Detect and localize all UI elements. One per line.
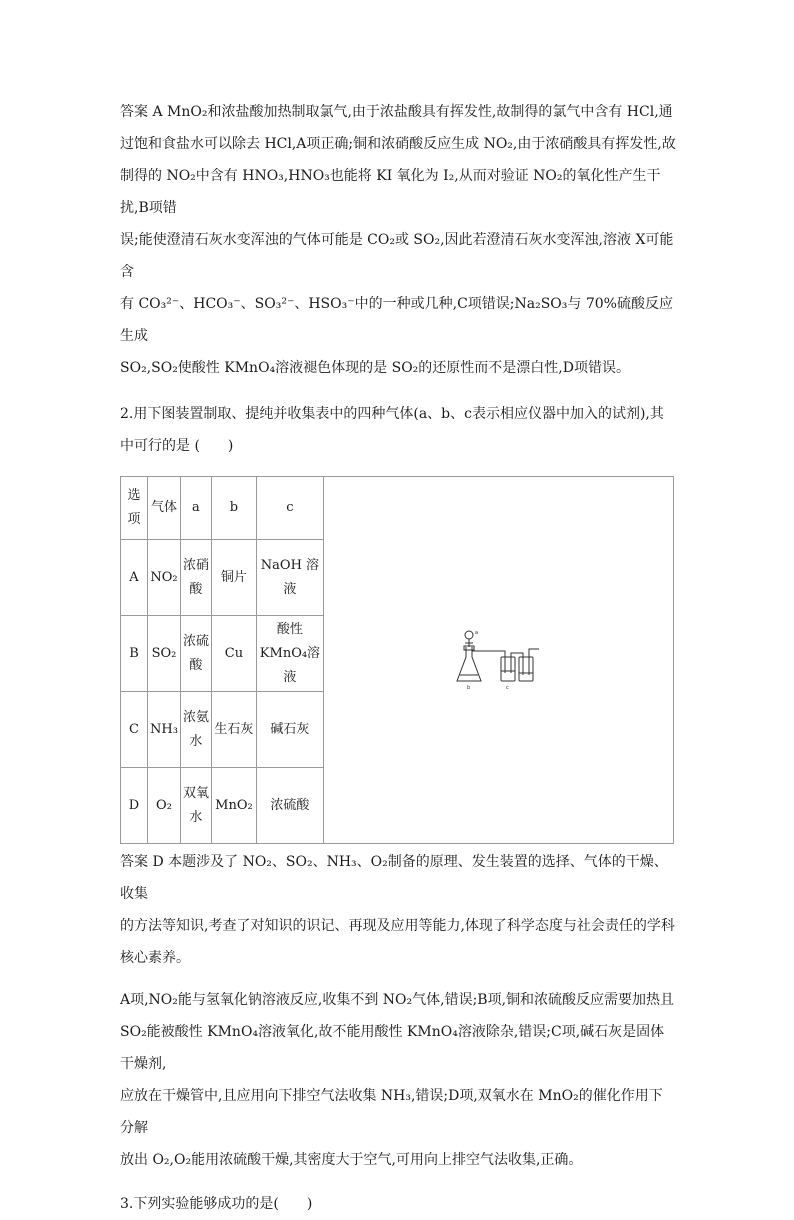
answer-1-line-3: 制得的 NO₂中含有 HNO₃,HNO₃也能将 KI 氧化为 I₂,从而对验证 NO₂的氧化性产生干扰,B项错 [120,168,661,216]
header-b: b [211,477,256,540]
apparatus-diagram [443,625,553,695]
row-c-reagent-c: 碱石灰 [256,692,323,768]
row-a-option: A [121,540,148,616]
header-a: a [180,477,211,540]
row-a-reagent-c: NaOH 溶液 [256,540,323,616]
question-2 [120,398,676,462]
row-c-option: C [121,692,148,768]
explanation-2-line-2: SO₂能被酸性 KMnO₄溶液氧化,故不能用酸性 KMnO₄溶液除杂,错误;C项,碱石灰是固体干燥剂, [120,1024,665,1072]
row-d-option: D [121,768,148,844]
answer-1-line-6: SO₂,SO₂使酸性 KMnO₄溶液褪色体现的是 SO₂的还原性而不是漂白性,D项错误。 [120,360,630,376]
label-b: b [467,685,471,691]
row-d-reagent-a: 双氧水 [180,768,211,844]
document-page [120,96,676,1220]
separatory-funnel [465,631,473,647]
explanation-2 [120,984,676,1176]
header-c: c [256,477,323,540]
header-option: 选项 [121,477,148,540]
question-3-line-1: 3.下列实验能够成功的是( ) [120,1196,313,1212]
wash-bottle [501,657,515,681]
row-a-reagent-b: 铜片 [211,540,256,616]
answer-1-line-4: 误;能使澄清石灰水变浑浊的气体可能是 CO₂或 SO₂,因此若澄清石灰水变浑浊,溶液 X可能含 [120,232,674,280]
explanation-2-line-4: 放出 O₂,O₂能用浓硫酸干燥,其密度大于空气,可用向上排空气法收集,正确。 [120,1152,583,1168]
answer-1-line-1: 答案 A MnO₂和浓盐酸加热制取氯气,由于浓盐酸具有挥发性,故制得的氯气中含有 HCl,通 [120,104,673,120]
row-d-gas: O₂ [148,768,181,844]
row-d-reagent-b: MnO₂ [211,768,256,844]
answer-2-line-1: 答案 D 本题涉及了 NO₂、SO₂、NH₃、O₂制备的原理、发生装置的选择、气体的干燥、收集 [120,854,668,902]
explanation-2-line-3: 应放在干燥管中,且应用向下排空气法收集 NH₃,错误;D项,双氧水在 MnO₂的催化作用下分解 [120,1088,663,1136]
row-a-gas: NO₂ [148,540,181,616]
question-2-line-2: 中可行的是 ( ) [120,438,234,454]
options-table [120,476,674,844]
answer-1-line-5: 有 CO₃²⁻、HCO₃⁻、SO₃²⁻、HSO₃⁻中的一种或几种,C项错误;Na₂SO₃与 70%硫酸反应生成 [120,296,673,344]
header-gas: 气体 [148,477,181,540]
apparatus-diagram-cell [323,477,673,844]
label-c: c [506,685,510,691]
row-d-reagent-c: 浓硫酸 [256,768,323,844]
answer-2-line-3: 核心素养。 [120,950,190,966]
answer-2-line-2: 的方法等知识,考查了对知识的识记、再现及应用等能力,体现了科学态度与社会责任的学科 [120,918,675,934]
question-2-line-1: 2.用下图装置制取、提纯并收集表中的四种气体(a、b、c表示相应仪器中加入的试剂),其 [120,406,664,422]
answer-2 [120,846,676,974]
row-b-reagent-b: Cu [211,616,256,692]
row-b-reagent-c: 酸性 KMnO₄溶液 [256,616,323,692]
row-a-reagent-a: 浓硝酸 [180,540,211,616]
collecting-bottle [519,657,533,681]
answer-1-line-2: 过饱和食盐水可以除去 HCl,A项正确;铜和浓硝酸反应生成 NO₂,由于浓硝酸具有挥发性,故 [120,136,676,152]
row-c-reagent-b: 生石灰 [211,692,256,768]
label-a: a [475,630,479,636]
row-b-option: B [121,616,148,692]
question-3 [120,1188,676,1220]
row-b-reagent-a: 浓硫酸 [180,616,211,692]
row-c-reagent-a: 浓氨水 [180,692,211,768]
table-header-row [121,477,674,540]
row-b-gas: SO₂ [148,616,181,692]
row-c-gas: NH₃ [148,692,181,768]
explanation-2-line-1: A项,NO₂能与氢氧化钠溶液反应,收集不到 NO₂气体,错误;B项,铜和浓硫酸反应需要加热且 [120,992,675,1008]
answer-1 [120,96,676,384]
